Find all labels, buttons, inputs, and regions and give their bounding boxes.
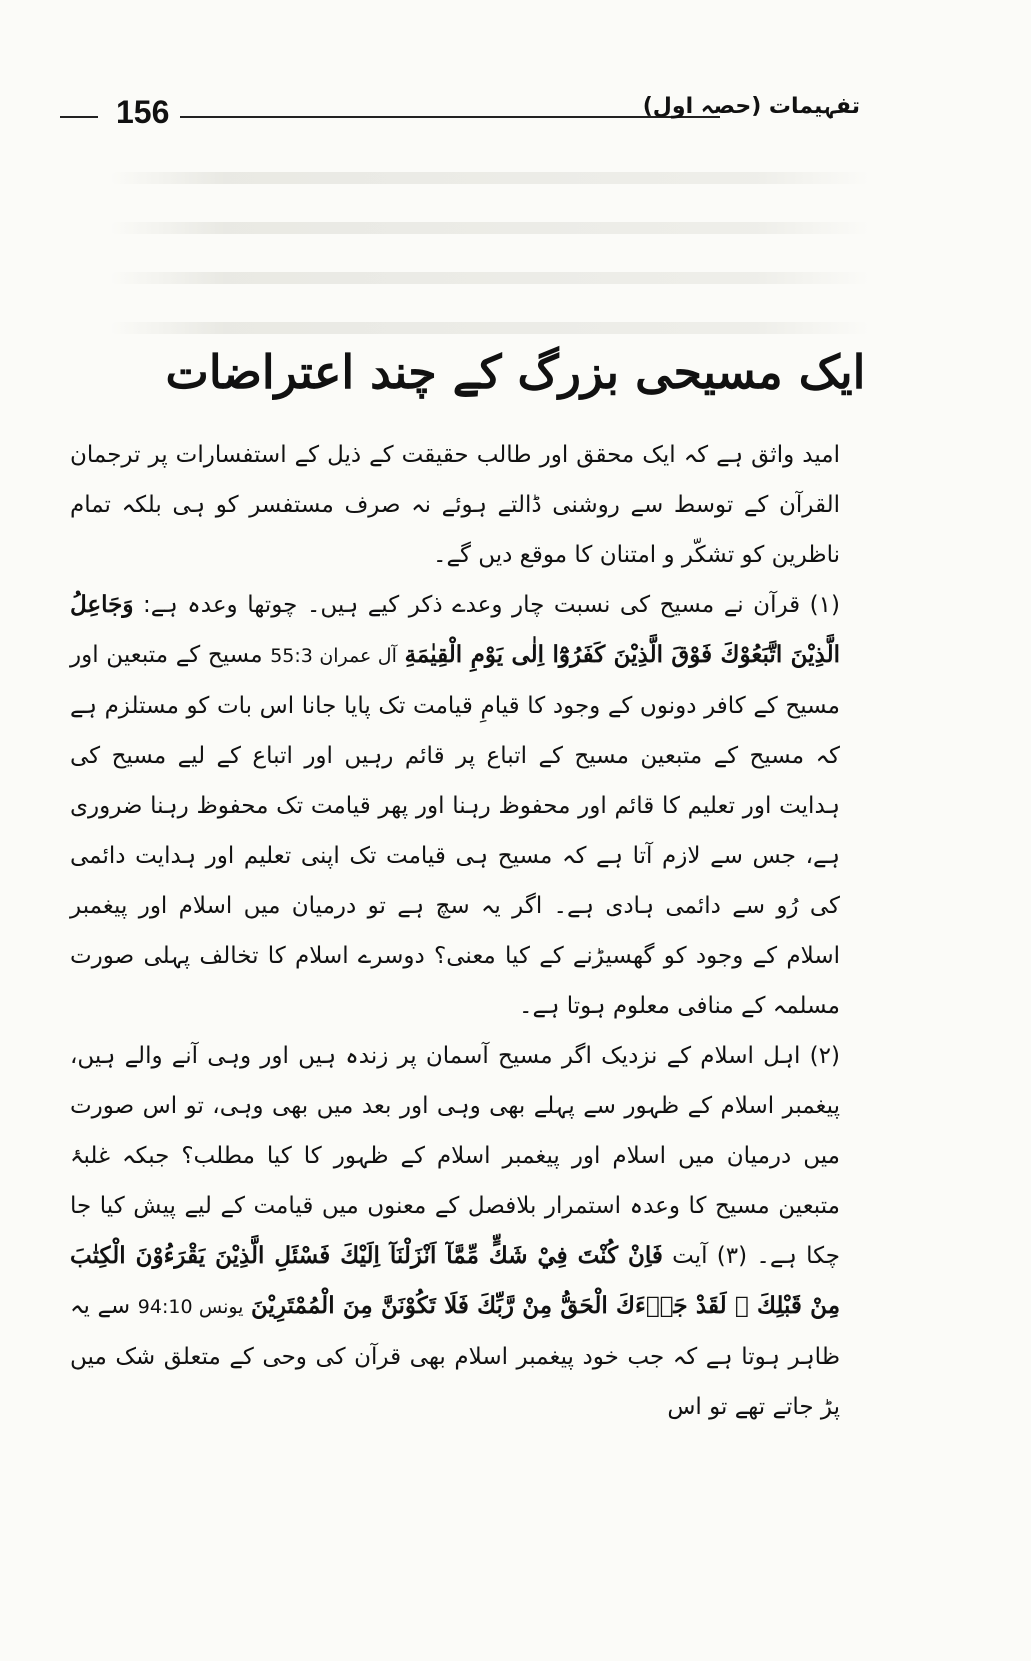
quran-verse-2: فَاِنْ كُنْتَ فِيْ شَكٍّ مِّمَّآ اَنْزَلْنَآ اِلَيْكَ فَسْئَلِ الَّذِيْنَ يَقْرَءُوْنَ الْكِتٰبَ مِنْ قَبْلِكَ ۚ لَقَدْ جَاۗءَكَ الْحَقُّ مِنْ رَّبِّكَ فَلَا تَكُوْنَنَّ مِنَ الْمُمْتَرِيْنَ <box>70 1242 841 1319</box>
question-3-argument: سے یہ ظاہر ہوتا ہے کہ جب خود پیغمبر اسلام بھی قرآن کی وحی کے متعلق شک میں پڑ جاتے تھے تو اس <box>70 1293 840 1420</box>
question-3-label: (۳) آیت <box>672 1243 748 1269</box>
question-2-paragraph <box>70 1031 840 1432</box>
header-dash <box>60 116 98 118</box>
quran-verse-1: وَجَاعِلُ الَّذِيْنَ اتَّبَعُوْكَ فَوْقَ الَّذِيْنَ كَفَرُوْٓا اِلٰى يَوْمِ الْقِيٰمَةِ <box>70 591 840 668</box>
bleed-through-line <box>110 222 870 234</box>
running-title: تفہیمات (حصہ اول) <box>642 94 860 119</box>
bleed-through-line <box>110 272 870 284</box>
intro-paragraph: امید واثق ہے کہ ایک محقق اور طالب حقیقت کے ذیل کے استفسارات پر ترجمان القرآن کے توسط سے روشنی ڈالتے ہوئے نہ صرف مستفسر کو ہی بلکہ تمام ناظرین کو تشکّر و امتنان کا موقع دیں گے۔ <box>70 442 840 568</box>
verse-reference-1: آل عمران 55:3 <box>270 645 397 667</box>
question-1-paragraph <box>70 580 840 1031</box>
page-title: ایک مسیحی بزرگ کے چند اعتراضات <box>165 345 866 399</box>
running-header <box>60 92 860 132</box>
question-2-text: (۲) اہل اسلام کے نزدیک اگر مسیح آسمان پر زندہ ہیں اور وہی آنے والے ہیں، پیغمبر اسلام کے ظہور سے پہلے بھی وہی اور بعد میں بھی وہی، تو اس صورت میں درمیان میں اسلام اور پیغمبر اسلام کے ظہور کا کیا مطلب؟ جبکہ غلبۂ متبعین مسیح کا وعدہ استمرار بلافصل کے معنوں میں قیامت کے لیے پیش کیا جا چکا ہے۔ <box>70 1043 841 1269</box>
question-1-argument: مسیح کے متبعین اور مسیح کے کافر دونوں کے وجود کا قیامِ قیامت تک پایا جانا اس بات کو مستلزم ہے کہ مسیح کے متبعین مسیح کے اتباع پر قائم رہیں اور اتباع کے لیے مسیح کی ہدایت اور تعلیم کا قائم اور محفوظ رہنا اور پھر قیامت تک محفوظ رہنا ضروری ہے، جس سے لازم آتا ہے کہ مسیح ہی قیامت تک اپنی تعلیم اور ہدایت دائمی کی رُو سے دائمی ہادی ہے۔ اگر یہ سچ ہے تو درمیان میں اسلام اور پیغمبر اسلام کے وجود کو گھسیڑنے کے کیا معنی؟ دوسرے اسلام کا تخالف پہلی صورت مسلمہ کے منافی معلوم ہوتا ہے۔ <box>70 642 840 1019</box>
bleed-through-line <box>110 322 870 334</box>
page-number: 156 <box>116 94 170 130</box>
question-1-text: (۱) قرآن نے مسیح کی نسبت چار وعدے ذکر کیے ہیں۔ چوتھا وعدہ ہے: <box>143 592 840 618</box>
header-rule <box>180 116 720 118</box>
bleed-through-line <box>110 172 870 184</box>
verse-reference-2: یونس 94:10 <box>137 1296 244 1318</box>
article-body <box>70 430 840 1432</box>
